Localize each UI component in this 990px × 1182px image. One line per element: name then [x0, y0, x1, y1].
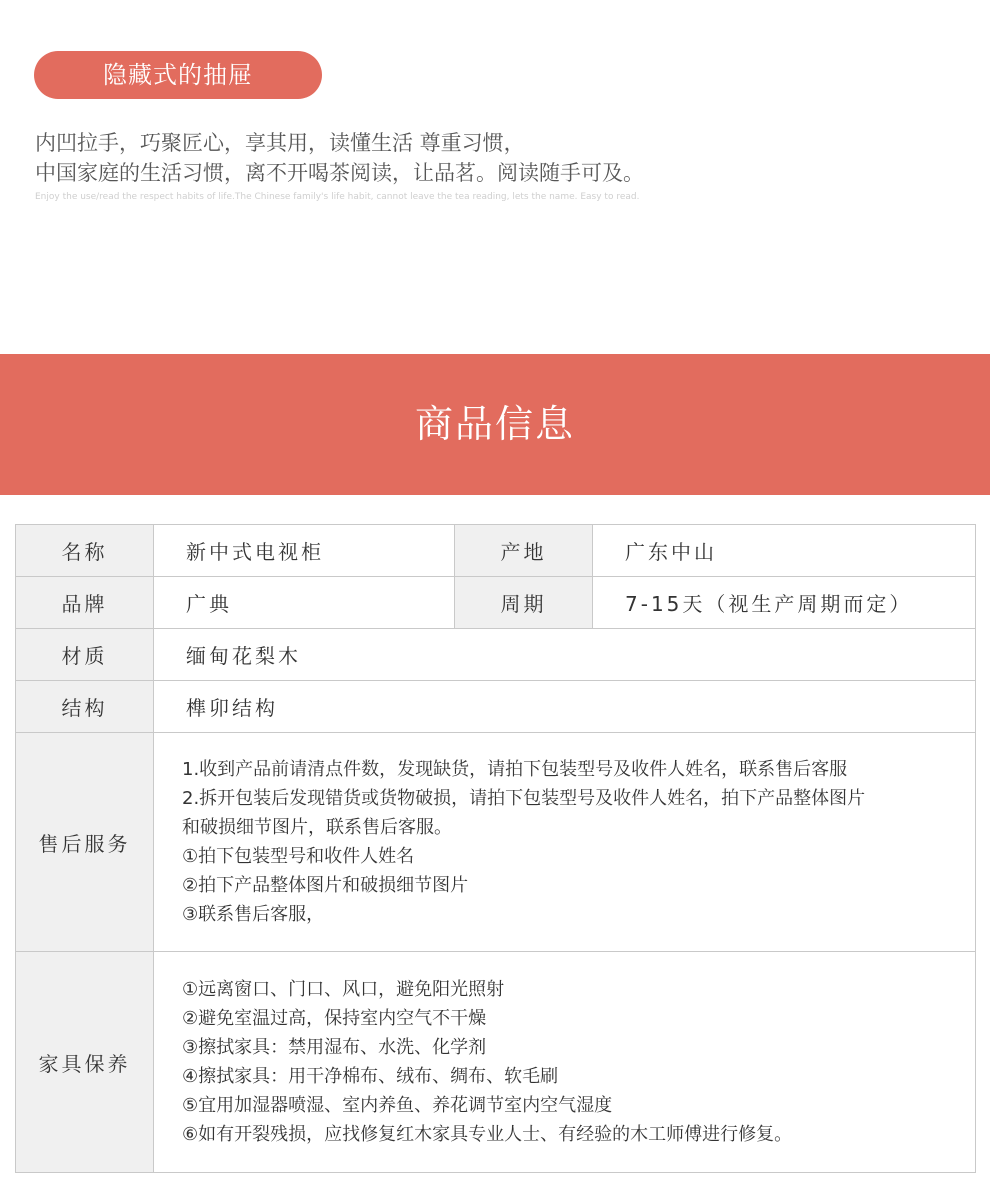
table-row	[16, 681, 976, 733]
name-label: 名称	[16, 525, 154, 577]
table-row	[16, 733, 976, 952]
description-line-1: 内凹拉手，巧聚匠心，享其用，读懂生活 尊重习惯，	[35, 131, 525, 155]
care-line: ④擦拭家具：用干净棉布、绒布、绸布、软毛刷	[182, 1066, 559, 1087]
service-line: 2.拆开包装后发现错货或货物破损，请拍下包装型号及收件人姓名，拍下产品整体图片	[182, 788, 866, 809]
service-line: ③联系售后客服，	[182, 904, 325, 925]
cycle-label: 周期	[455, 577, 593, 629]
structure-value: 榫卯结构	[154, 681, 976, 733]
care-label: 家具保养	[16, 952, 154, 1173]
structure-label: 结构	[16, 681, 154, 733]
material-label: 材质	[16, 629, 154, 681]
table-row	[16, 525, 976, 577]
care-line: ②避免室温过高，保持室内空气不干燥	[182, 1008, 487, 1029]
origin-value: 广东中山	[593, 525, 976, 577]
care-content	[154, 952, 976, 1173]
service-line: ①拍下包装型号和收件人姓名	[182, 846, 415, 867]
service-label: 售后服务	[16, 733, 154, 952]
cycle-value: 7-15天（视生产周期而定）	[593, 577, 976, 629]
service-line: ②拍下产品整体图片和破损细节图片	[182, 875, 469, 896]
section-title-pill: 隐藏式的抽屉	[34, 51, 322, 99]
spec-table	[15, 524, 976, 1173]
care-line: ①远离窗口、门口、风口，避免阳光照射	[182, 979, 505, 1000]
origin-label: 产地	[455, 525, 593, 577]
service-line: 1.收到产品前请清点件数，发现缺货，请拍下包装型号及收件人姓名，联系售后客服	[182, 759, 848, 780]
care-line: ⑤宜用加湿器喷湿、室内养鱼、养花调节室内空气湿度	[182, 1095, 613, 1116]
feature-description	[35, 128, 644, 188]
table-row	[16, 577, 976, 629]
english-description: Enjoy the use/read the respect habits of life.The Chinese family's life habit, cannot leave the tea reading, lets the name. Easy to read.	[35, 192, 640, 202]
service-content	[154, 733, 976, 952]
material-value: 缅甸花梨木	[154, 629, 976, 681]
brand-label: 品牌	[16, 577, 154, 629]
care-line: ⑥如有开裂残损，应找修复红木家具专业人士、有经验的木工师傅进行修复。	[182, 1124, 793, 1145]
care-line: ③擦拭家具：禁用湿布、水洗、化学剂	[182, 1037, 487, 1058]
table-row	[16, 629, 976, 681]
product-info-banner: 商品信息	[0, 354, 990, 495]
brand-value: 广典	[154, 577, 455, 629]
description-line-2: 中国家庭的生活习惯，离不开喝茶阅读，让品茗。阅读随手可及。	[35, 161, 644, 185]
name-value: 新中式电视柜	[154, 525, 455, 577]
service-line: 和破损细节图片，联系售后客服。	[182, 817, 452, 838]
table-row	[16, 952, 976, 1173]
